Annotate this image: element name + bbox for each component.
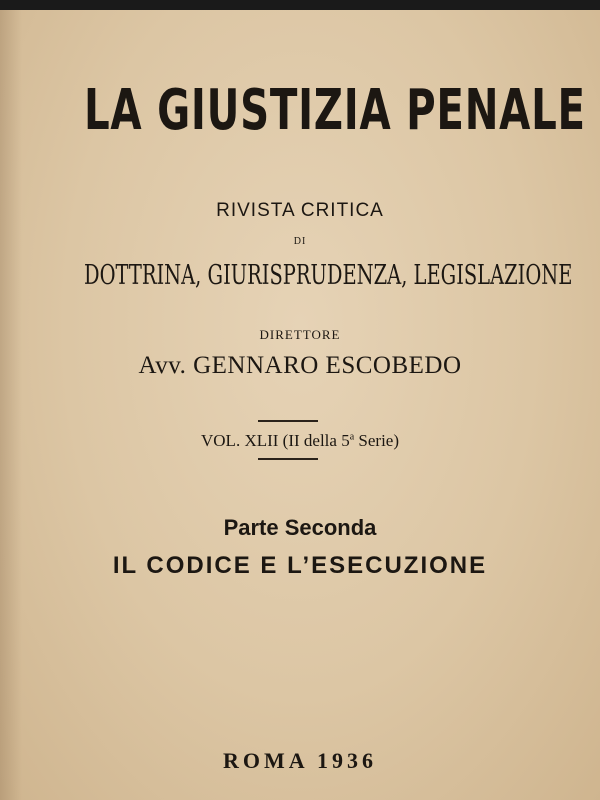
editor-label: DIRETTORE	[259, 327, 341, 342]
editor-name: Avv. GENNARO ESCOBEDO	[138, 352, 462, 379]
volume-suffix: Serie)	[354, 431, 399, 450]
title-page	[0, 10, 600, 800]
journal-title: LA GIUSTIZIA PENALE	[83, 78, 586, 143]
ornamental-rule-bottom	[258, 458, 318, 460]
ornamental-rule-top	[258, 420, 318, 422]
volume-info	[0, 431, 600, 451]
part-heading: IL CODICE E L’ESECUZIONE	[112, 552, 488, 579]
volume-main: VOL. XLII (II della 5	[201, 431, 350, 450]
imprint-city-year: ROMA 1936	[223, 748, 377, 773]
journal-subtitle: RIVISTA CRITICA	[216, 200, 384, 221]
subtitle-connector: DI	[293, 236, 307, 247]
volume-superscript: a	[349, 431, 355, 443]
journal-subjects: DOTTRINA, GIURISPRUDENZA, LEGISLAZIONE	[83, 260, 573, 291]
part-label: Parte Seconda	[223, 515, 377, 540]
